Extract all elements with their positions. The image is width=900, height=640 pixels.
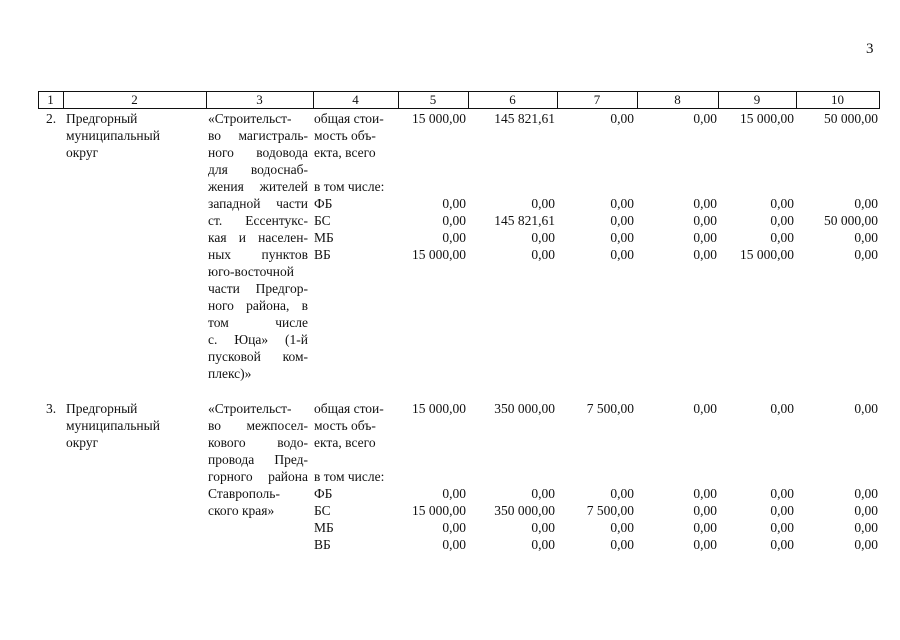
total-value: 0,00 — [693, 111, 717, 126]
header-column-5: 5 — [429, 92, 437, 107]
header-column-4: 4 — [352, 92, 359, 107]
header-column-7: 7 — [593, 92, 601, 107]
funding-source-code: МБ — [314, 520, 334, 535]
page-number: 3 — [866, 41, 874, 57]
source-value: 7 500,00 — [586, 503, 634, 518]
source-value: 0,00 — [531, 230, 555, 245]
source-value: 0,00 — [770, 196, 794, 211]
source-value: 0,00 — [531, 537, 555, 552]
total-value: 0,00 — [854, 401, 878, 416]
cost-label-line: общая стои- — [314, 401, 384, 416]
cost-label-line: мость объ- — [314, 128, 376, 143]
cost-label-line: общая стои- — [314, 111, 384, 126]
source-value: 0,00 — [442, 196, 466, 211]
row-number: 3. — [46, 401, 57, 416]
source-value: 0,00 — [610, 213, 634, 228]
total-value: 0,00 — [770, 401, 794, 416]
header-column-2: 2 — [131, 92, 138, 107]
object-name-line: части Предгор- — [208, 281, 308, 296]
recipient-line: округ — [66, 145, 99, 160]
including-label: в том числе: — [314, 179, 385, 194]
source-value: 0,00 — [610, 247, 634, 262]
source-value: 0,00 — [854, 537, 878, 552]
source-value: 0,00 — [693, 213, 717, 228]
object-name-line: кового водо- — [208, 435, 308, 450]
object-name-line: ного района, в — [208, 298, 308, 313]
total-value: 145 821,61 — [494, 111, 555, 126]
source-value: 0,00 — [531, 486, 555, 501]
header-column-10: 10 — [831, 92, 844, 107]
header-column-8: 8 — [674, 92, 681, 107]
funding-source-code: ФБ — [314, 196, 333, 211]
source-value: 0,00 — [854, 196, 878, 211]
source-value: 0,00 — [854, 247, 878, 262]
source-value: 0,00 — [693, 230, 717, 245]
source-value: 0,00 — [854, 503, 878, 518]
source-value: 0,00 — [693, 486, 717, 501]
including-label: в том числе: — [314, 469, 385, 484]
header-column-3: 3 — [256, 92, 263, 107]
source-value: 0,00 — [442, 230, 466, 245]
object-name-line: во межпосел- — [208, 418, 308, 433]
header-column-9: 9 — [753, 92, 761, 107]
source-value: 0,00 — [770, 520, 794, 535]
object-name-line: жения жителей — [208, 179, 308, 194]
source-value: 0,00 — [610, 537, 634, 552]
source-value: 15 000,00 — [740, 247, 794, 262]
source-value: 0,00 — [770, 503, 794, 518]
object-name-line: во магистраль- — [208, 128, 308, 143]
source-value: 0,00 — [610, 520, 634, 535]
recipient-line: округ — [66, 435, 99, 450]
object-name-line: ского края» — [208, 503, 275, 518]
total-value: 0,00 — [610, 111, 634, 126]
header-column-6: 6 — [509, 92, 516, 107]
object-name-line: ного водовода — [208, 145, 308, 160]
source-value: 350 000,00 — [494, 503, 555, 518]
source-value: 0,00 — [693, 537, 717, 552]
source-value: 0,00 — [442, 537, 466, 552]
object-name-line: «Строительст- — [208, 111, 292, 126]
total-value: 15 000,00 — [412, 401, 466, 416]
source-value: 0,00 — [531, 196, 555, 211]
object-name-line: плекс)» — [208, 366, 252, 381]
object-name-line: западной части — [208, 196, 308, 211]
source-value: 0,00 — [854, 230, 878, 245]
source-value: 0,00 — [442, 520, 466, 535]
object-name-line: пусковой ком- — [208, 349, 308, 364]
source-value: 0,00 — [610, 486, 634, 501]
source-value: 0,00 — [531, 520, 555, 535]
source-value: 0,00 — [531, 247, 555, 262]
object-name-line: том числе — [208, 315, 308, 330]
funding-source-code: МБ — [314, 230, 334, 245]
object-name-line: для водоснаб- — [208, 162, 308, 177]
recipient-line: Предгорный — [66, 111, 138, 126]
object-name-line: провода Пред- — [208, 452, 308, 467]
source-value: 0,00 — [693, 247, 717, 262]
object-name-line: горного района — [208, 469, 308, 484]
source-value: 0,00 — [854, 486, 878, 501]
funding-source-code: БС — [314, 503, 331, 518]
header-column-divider — [879, 91, 880, 109]
header-bottom-border — [38, 108, 879, 109]
recipient-line: Предгорный — [66, 401, 138, 416]
object-name-line: «Строительст- — [208, 401, 292, 416]
funding-source-code: БС — [314, 213, 331, 228]
source-value: 0,00 — [854, 520, 878, 535]
source-value: 0,00 — [770, 537, 794, 552]
row-number: 2. — [46, 111, 57, 126]
source-value: 0,00 — [693, 520, 717, 535]
total-value: 350 000,00 — [494, 401, 555, 416]
funding-source-code: ВБ — [314, 537, 331, 552]
recipient-line: муниципальный — [66, 128, 160, 143]
funding-source-code: ФБ — [314, 486, 333, 501]
total-value: 0,00 — [693, 401, 717, 416]
cost-label-line: екта, всего — [314, 435, 376, 450]
source-value: 15 000,00 — [412, 247, 466, 262]
source-value: 0,00 — [610, 230, 634, 245]
source-value: 15 000,00 — [412, 503, 466, 518]
object-name-line: Ставрополь- — [208, 486, 280, 501]
recipient-line: муниципальный — [66, 418, 160, 433]
cost-label-line: екта, всего — [314, 145, 376, 160]
source-value: 0,00 — [770, 230, 794, 245]
source-value: 0,00 — [442, 486, 466, 501]
source-value: 0,00 — [442, 213, 466, 228]
total-value: 7 500,00 — [586, 401, 634, 416]
source-value: 0,00 — [693, 503, 717, 518]
source-value: 145 821,61 — [494, 213, 555, 228]
header-column-1: 1 — [47, 92, 54, 107]
cost-label-line: мость объ- — [314, 418, 376, 433]
source-value: 50 000,00 — [824, 213, 878, 228]
object-name-line: юго-восточной — [208, 264, 295, 279]
object-name-line: ст. Ессентукс- — [208, 213, 308, 228]
object-name-line: с. Юца» (1-й — [208, 332, 308, 347]
object-name-line: ных пунктов — [208, 247, 308, 262]
object-name-line: кая и населен- — [208, 230, 308, 245]
total-value: 15 000,00 — [412, 111, 466, 126]
source-value: 0,00 — [693, 196, 717, 211]
total-value: 50 000,00 — [824, 111, 878, 126]
source-value: 0,00 — [770, 486, 794, 501]
source-value: 0,00 — [610, 196, 634, 211]
total-value: 15 000,00 — [740, 111, 794, 126]
source-value: 0,00 — [770, 213, 794, 228]
funding-source-code: ВБ — [314, 247, 331, 262]
